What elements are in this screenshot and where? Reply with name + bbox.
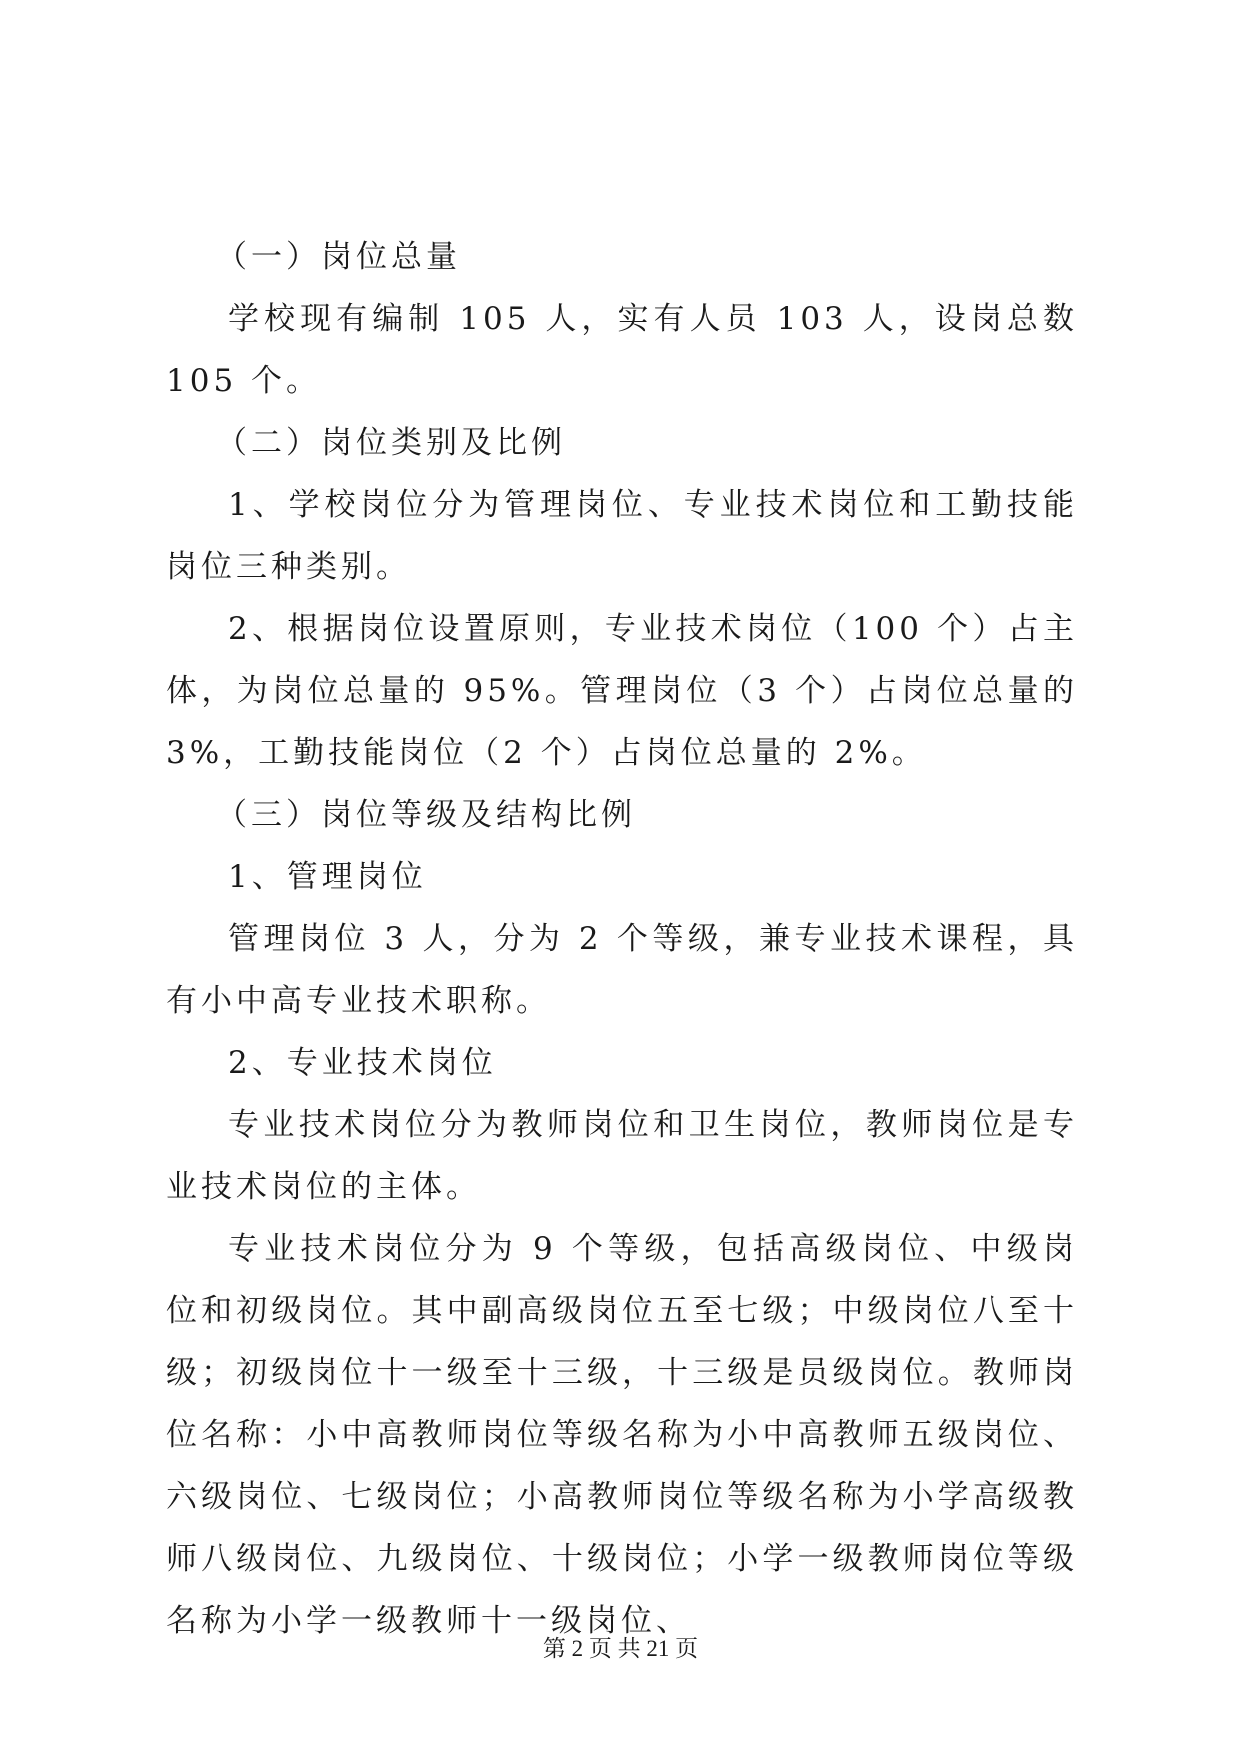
section-heading-2: （二）岗位类别及比例 xyxy=(216,425,566,461)
section-heading-1: （一）岗位总量 xyxy=(216,239,461,275)
paragraph: 专业技术岗位分为教师岗位和卫生岗位，教师岗位是专业技术岗位的主体。 xyxy=(166,1107,1078,1205)
paragraph: 1、学校岗位分为管理岗位、专业技术岗位和工勤技能岗位三种类别。 xyxy=(166,487,1078,585)
paragraph: 专业技术岗位分为 9 个等级，包括高级岗位、中级岗位和初级岗位。其中副高级岗位五至七级；中级岗位八至十级；初级岗位十一级至十三级，十三级是员级岗位。教师岗位名称：小中高教师岗位等级名称为小中高教师五级岗位、六级岗位、七级岗位；小高教师岗位等级名称为小学高级教师八级岗位、九级岗位、十级岗位；小学一级教师岗位等级名称为小学一级教师十一级岗位、 xyxy=(166,1231,1078,1639)
paragraph: 2、根据岗位设置原则，专业技术岗位（100 个）占主体，为岗位总量的 95%。管理岗位（3 个）占岗位总量的 3%，工勤技能岗位（2 个）占岗位总量的 2%。 xyxy=(166,611,1078,771)
paragraph: 管理岗位 3 人，分为 2 个等级，兼专业技术课程，具有小中高专业技术职称。 xyxy=(166,921,1078,1019)
subheading: 2、专业技术岗位 xyxy=(228,1045,497,1081)
page-footer: 第 2 页 共 21 页 xyxy=(542,1636,699,1661)
body-text xyxy=(166,226,1078,1652)
paragraph: 学校现有编制 105 人，实有人员 103 人，设岗总数 105 个。 xyxy=(166,301,1078,399)
section-heading-3: （三）岗位等级及结构比例 xyxy=(216,797,636,833)
subheading: 1、管理岗位 xyxy=(228,859,427,895)
